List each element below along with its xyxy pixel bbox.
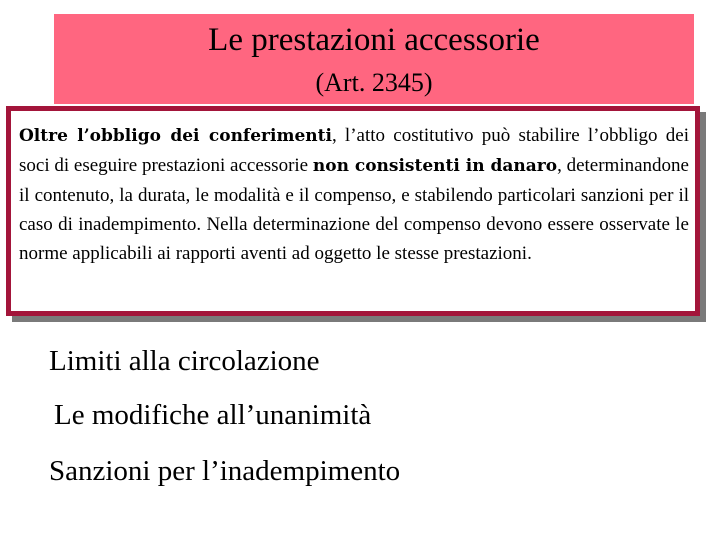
- bullet-sanzioni-inadempimento: Sanzioni per l’inadempimento: [49, 455, 401, 487]
- content-text-box: [6, 106, 700, 316]
- content-paragraph: [19, 121, 689, 268]
- bullet-limiti-circolazione: Limiti alla circolazione: [49, 345, 320, 377]
- title-banner: [54, 14, 694, 104]
- text-segment-2: , determinandone il contenuto, la durata, le modalità e il compenso, e stabilendo particolari sanzioni per il caso di inadempimento. Nella determinazione del compenso devono essere osservate le norme applicabili ai rapporti aventi ad oggetto le stesse prestazioni.: [19, 155, 689, 264]
- slide-subtitle-article: (Art. 2345): [315, 68, 433, 97]
- bullet-modifiche-unanimita: Le modifiche all’unanimità: [54, 399, 372, 431]
- bold-phrase-non-consistenti: non consistenti in danaro: [312, 156, 558, 176]
- slide-title: Le prestazioni accessorie: [208, 22, 540, 58]
- bold-phrase-conferimenti: Oltre l’obbligo dei conferimenti: [19, 126, 332, 146]
- text-segment-1: , l’atto costitutivo può stabilire l’obbligo dei soci di eseguire prestazioni accessorie: [19, 125, 689, 176]
